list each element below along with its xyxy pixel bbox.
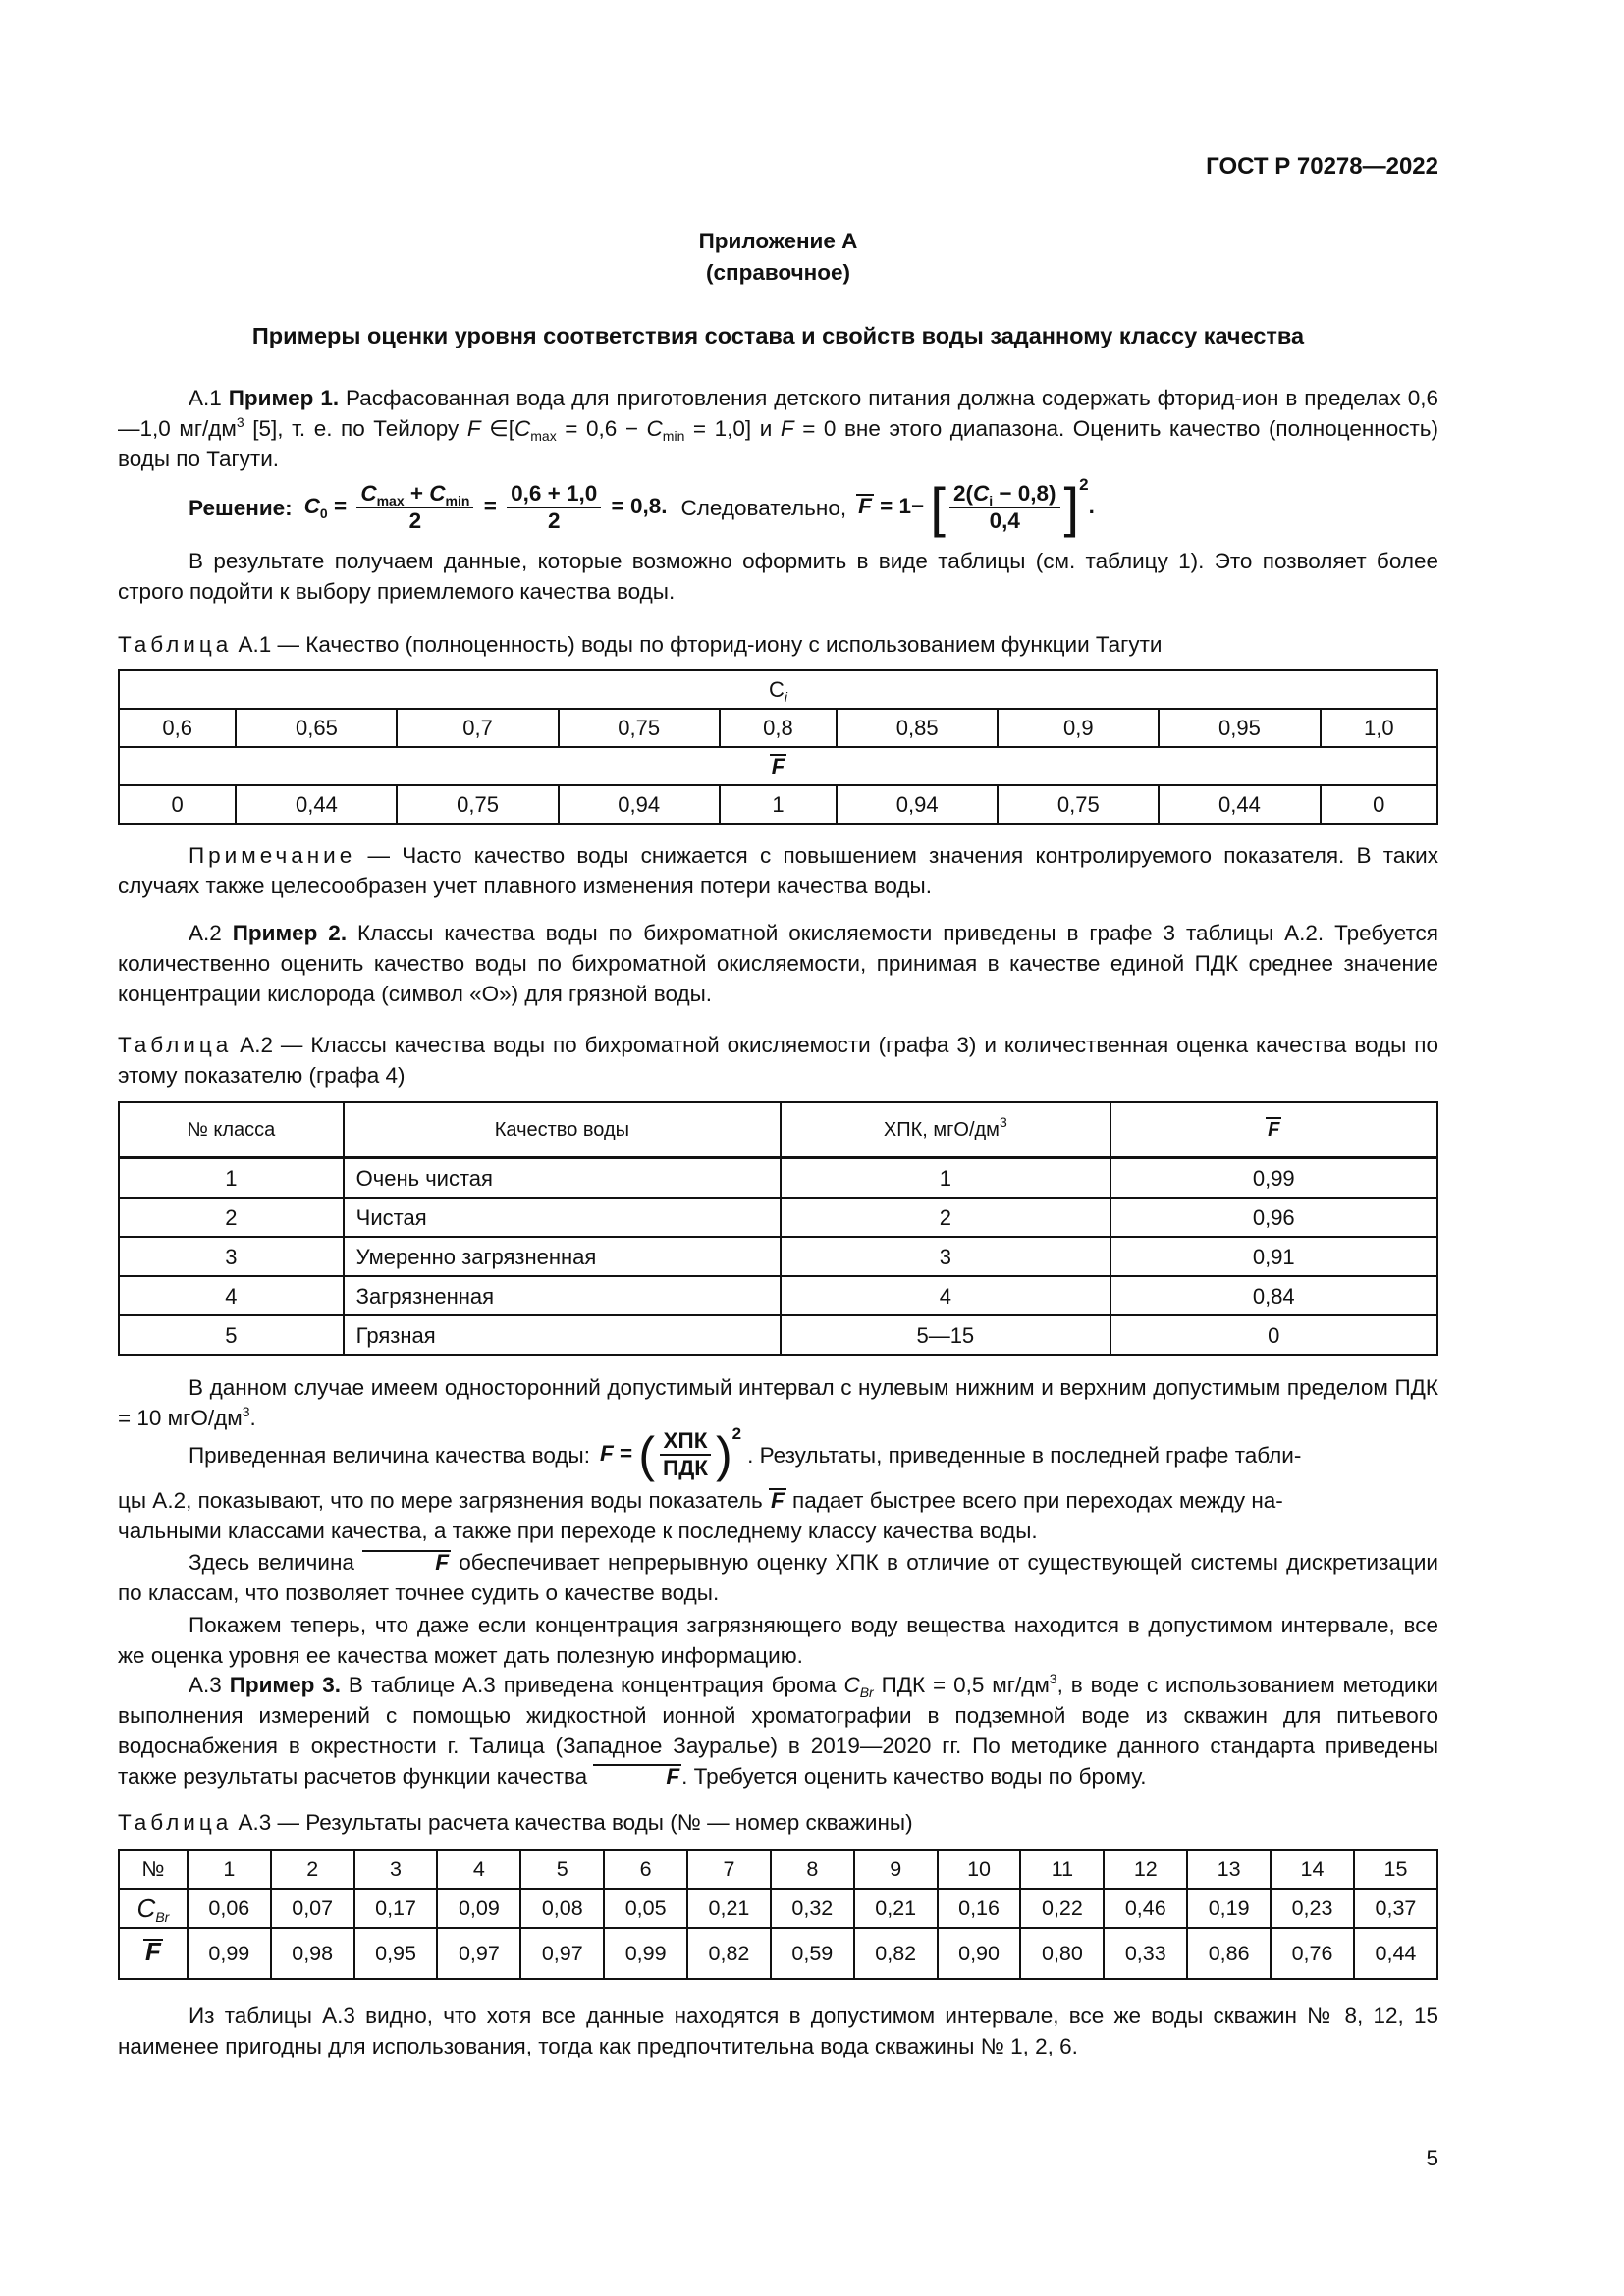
well-number-row [119, 1850, 1437, 1889]
decline-paragraph-line1: цы А.2, показывают, что по мере загрязнения воды показатель F падает быстрее всего при переходах между на- [118, 1488, 1283, 1513]
table-a2 [118, 1101, 1438, 1356]
section-title: Примеры оценки уровня соответствия состава и свойств воды заданному классу качества [251, 323, 1305, 348]
f-value-cell: 0,97 [520, 1928, 604, 1979]
f-value-cell: 0 [119, 785, 236, 824]
example1-label: Пример 1. [228, 386, 340, 410]
note1: Примечание — Часто качество воды снижается с повышением значения контролируемого показателя. В таких случаях также целесообразен учет плавного изменения потери качества воды. [118, 843, 1438, 898]
f-value-cell: 0,44 [1159, 785, 1320, 824]
table-a1 [118, 669, 1438, 825]
header-class-no: № класса [119, 1102, 344, 1158]
cbr-value-cell: 0,21 [854, 1889, 938, 1928]
ci-value-cell: 0,65 [236, 709, 397, 747]
table-row: 2 Чистая 2 0,96 [119, 1198, 1437, 1237]
f-value-cell: 0,99 [188, 1928, 271, 1979]
f-value-cell: 0,82 [687, 1928, 771, 1979]
f-value-cell: 0,97 [437, 1928, 520, 1979]
cbr-value-cell: 0,37 [1354, 1889, 1437, 1928]
table-row: 1 Очень чистая 1 0,99 [119, 1158, 1437, 1199]
ci-value-cell: 0,75 [559, 709, 720, 747]
f-value-cell: 0,95 [354, 1928, 438, 1979]
cbr-value-cell: 0,46 [1104, 1889, 1187, 1928]
header-f: F [1110, 1102, 1437, 1158]
well-number-cell: 2 [271, 1850, 354, 1889]
cbr-value-cell: 0,21 [687, 1889, 771, 1928]
f-value-cell: 0,76 [1271, 1928, 1354, 1979]
ci-value-cell: 0,95 [1159, 709, 1320, 747]
f-label: F [119, 1928, 188, 1979]
header-cod: ХПК, мгО/$дм^3$ [781, 1102, 1110, 1158]
ci-header: $C_i$ [119, 670, 1437, 709]
f-values-row [119, 785, 1437, 824]
f-value-cell: 0,90 [938, 1928, 1021, 1979]
table1-caption: Таблица А.1 — Качество (полноценность) воды по фторид-иону с использованием функции Тагути [118, 632, 1163, 657]
f-value-cell: 0,86 [1187, 1928, 1271, 1979]
quality-formula-line: Приведенная величина качества воды: F = ( $\frac{\text{ХПК}}{\text{ПДК}}$ )$^2$ . Результаты, приведенные в последней графе табли- [189, 1423, 1302, 1482]
example2-paragraph: А.2 Пример 2. Классы качества воды по бихроматной окисляемости приведены в графе 3 таблицы А.2. Требуется количественно оценить качество воды по бихроматной окисляемости, принимая в качестве единой ПДК среднее значение концентрации кислорода (символ «О») для грязной воды. [118, 921, 1438, 1006]
cbr-value-cell: 0,06 [188, 1889, 271, 1928]
example2-label: Пример 2. [232, 921, 348, 945]
ci-value-cell: 1,0 [1321, 709, 1437, 747]
f-value-cell: 0,59 [771, 1928, 854, 1979]
conclusion-paragraph: Из таблицы А.3 видно, что хотя все данные находятся в допустимом интервале, все же воды скважин № 8, 12, 15 наименее пригодны для использования, тогда как предпочтительна вода скважины № 1, 2, 6. [118, 2003, 1438, 2058]
f-row [119, 1928, 1437, 1979]
f-value-cell: 0,33 [1104, 1928, 1187, 1979]
solution-formula: Решение: $C_0$ = $\frac{C_{max} + C_{min}}{2}$ = $\frac{0,6 + 1,0}{2}$ = 0,8. Следовательно, F = 1− [ $\frac{2(C_i - 0,8)}{0,4}$ ]$^2$. [189, 474, 1095, 538]
cbr-value-cell: 0,05 [604, 1889, 687, 1928]
interval-paragraph: В данном случае имеем односторонний допустимый интервал с нулевым нижним и верхним допустимым пределом ПДК = 10 мгО/$дм^3$. [118, 1375, 1438, 1430]
ci-values-row [119, 709, 1437, 747]
well-number-cell: 13 [1187, 1850, 1271, 1889]
table-row: 4 Загрязненная 4 0,84 [119, 1276, 1437, 1315]
well-number-cell: 6 [604, 1850, 687, 1889]
cbr-value-cell: 0,23 [1271, 1889, 1354, 1928]
f-value-cell: 0,82 [854, 1928, 938, 1979]
f-value-cell: 0,80 [1020, 1928, 1104, 1979]
well-number-cell: 14 [1271, 1850, 1354, 1889]
well-number-cell: 10 [938, 1850, 1021, 1889]
well-number-cell: 3 [354, 1850, 438, 1889]
cbr-row [119, 1889, 1437, 1928]
example3-label: Пример 3. [229, 1673, 342, 1697]
table-a3 [118, 1849, 1438, 1980]
f-value-cell: 0,75 [397, 785, 558, 824]
appendix-title: Приложение А [698, 229, 858, 253]
well-number-cell: 12 [1104, 1850, 1187, 1889]
well-number-cell: 4 [437, 1850, 520, 1889]
f-value-cell: 0,98 [271, 1928, 354, 1979]
well-number-cell: 8 [771, 1850, 854, 1889]
interval-note-paragraph: Покажем теперь, что даже если концентрация загрязняющего воду вещества находится в допустимом интервале, все же оценка уровня ее качества может дать полезную информацию. [118, 1613, 1438, 1668]
cbr-value-cell: 0,32 [771, 1889, 854, 1928]
ci-value-cell: 0,8 [720, 709, 837, 747]
well-number-cell: 1 [188, 1850, 271, 1889]
ci-value-cell: 0,7 [397, 709, 558, 747]
well-number-cell: 15 [1354, 1850, 1437, 1889]
f-value-cell: 0,44 [1354, 1928, 1437, 1979]
appendix-subtitle: (справочное) [706, 260, 850, 285]
solution-label: Решение: [189, 495, 293, 520]
page-number: 5 [1426, 2146, 1438, 2170]
cbr-value-cell: 0,09 [437, 1889, 520, 1928]
f-value-cell: 1 [720, 785, 837, 824]
standard-designation: ГОСТ Р 70278—2022 [1206, 153, 1438, 180]
well-number-cell: 11 [1020, 1850, 1104, 1889]
cbr-value-cell: 0,22 [1020, 1889, 1104, 1928]
table-row: 3 Умеренно загрязненная 3 0,91 [119, 1237, 1437, 1276]
ci-value-cell: 0,9 [998, 709, 1159, 747]
cbr-label: $C_{Br}$ [119, 1889, 188, 1928]
continuous-paragraph: Здесь величина F обеспечивает непрерывную оценку ХПК в отличие от существующей системы дискретизации по классам, что позволяет точнее судить о качестве воды. [118, 1550, 1438, 1605]
well-number-cell: 7 [687, 1850, 771, 1889]
f-value-cell: 0,94 [837, 785, 998, 824]
example3-paragraph: А.3 Пример 3. В таблице А.3 приведена концентрация брома $C_{Br}$ ПДК = 0,5 $мг/дм^3$, в воде с использованием методики выполнения измерений с помощью жидкостной ионной хроматографии в подземной воде из скважин для питьевого водоснабжения в окрестности г. Талица (Западное Зауралье) в 2019—2020 гг. По методике данного стандарта приведены также результаты расчетов функции качества F. Требуется оценить качество воды по брому. [118, 1671, 1438, 1789]
no-header: № [119, 1850, 188, 1889]
header-quality: Качество воды [344, 1102, 781, 1158]
example1-result: В результате получаем данные, которые возможно оформить в виде таблицы (см. таблицу 1). Это позволяет более строго подойти к выбору приемлемого качества воды. [118, 549, 1438, 604]
table2-caption: Таблица А.2 — Классы качества воды по бихроматной окисляемости (графа 3) и количественная оценка качества воды по этому показателю (графа 4) [118, 1033, 1438, 1088]
f-value-cell: 0 [1321, 785, 1437, 824]
table-row: 5 Грязная 5—15 0 [119, 1315, 1437, 1355]
example1-paragraph: А.1 Пример 1. Расфасованная вода для приготовления детского питания должна содержать фторид-ион в пределах 0,6—1,0 $мг/дм^3$ [5], т. е. по Тейлору F $\in[C_{max} = 0,6 - C_{min} = 1,0]$ и F = 0 вне этого диапазона. Оценить качество (полноценность) воды по Тагути. [118, 386, 1438, 471]
f-value-cell: 0,99 [604, 1928, 687, 1979]
ci-value-cell: 0,85 [837, 709, 998, 747]
well-number-cell: 5 [520, 1850, 604, 1889]
f-header: F [119, 747, 1437, 785]
well-number-cell: 9 [854, 1850, 938, 1889]
f-value-cell: 0,75 [998, 785, 1159, 824]
cbr-value-cell: 0,08 [520, 1889, 604, 1928]
table3-caption: Таблица А.3 — Результаты расчета качества воды (№ — номер скважины) [118, 1810, 913, 1835]
ci-value-cell: 0,6 [119, 709, 236, 747]
f-value-cell: 0,44 [236, 785, 397, 824]
cbr-value-cell: 0,19 [1187, 1889, 1271, 1928]
cbr-value-cell: 0,17 [354, 1889, 438, 1928]
decline-paragraph-line2: чальными классами качества, а также при переходе к последнему классу качества воды. [118, 1519, 1038, 1543]
cbr-value-cell: 0,16 [938, 1889, 1021, 1928]
cbr-value-cell: 0,07 [271, 1889, 354, 1928]
f-value-cell: 0,94 [559, 785, 720, 824]
